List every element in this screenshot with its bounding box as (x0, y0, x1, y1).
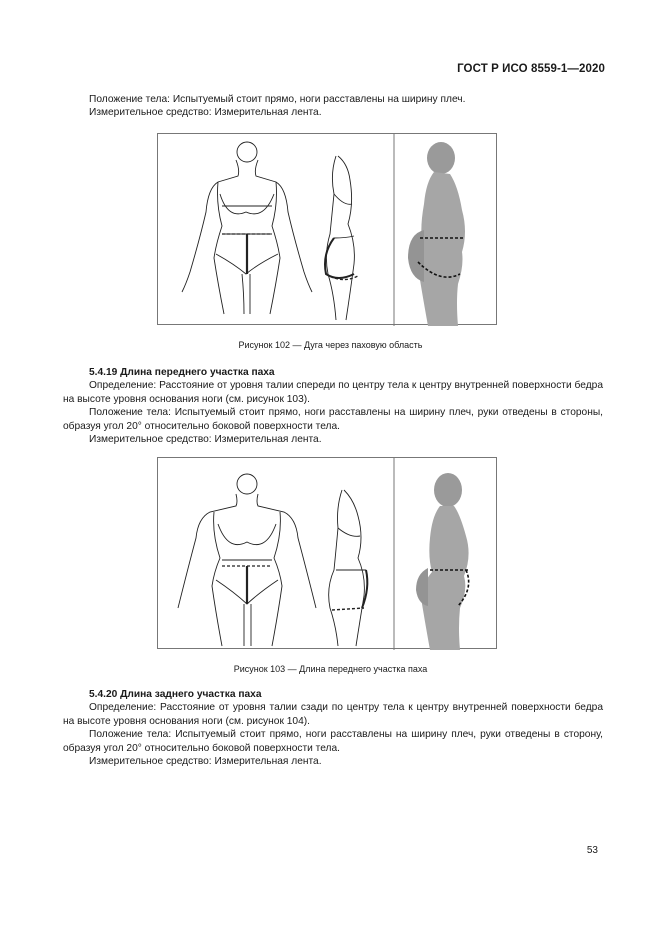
section-5-4-20-position: Положение тела: Испытуемый стоит прямо, ноги расставлены на ширину плеч, руки отведены в сторону, образуя угол 20° относительно боковой поверхности тела. (63, 729, 603, 754)
section-5-4-19-definition: Определение: Расстояние от уровня талии спереди по центру тела к центру внутренней поверхности бедра на высоте уровня основания ноги (см. рисунок 103). (63, 380, 603, 405)
page-number: 53 (586, 845, 598, 856)
scan-silhouette (416, 473, 469, 650)
measuring-tool-text: Измерительное средство: Измерительная лента. (89, 107, 322, 118)
section-5-4-19-heading: 5.4.19 Длина переднего участка паха (89, 367, 275, 378)
figure-102-illustration (158, 134, 498, 326)
figure-102 (157, 133, 497, 325)
body-position-text: Положение тела: Испытуемый стоит прямо, ноги расставлены на ширину плеч. (89, 94, 466, 105)
front-view-outline (178, 474, 316, 646)
figure-102-caption: Рисунок 102 — Дуга через паховую область (238, 340, 423, 350)
side-view-outline (329, 490, 366, 646)
section-5-4-19-tool: Измерительное средство: Измерительная лента. (89, 434, 322, 445)
section-5-4-19-position: Положение тела: Испытуемый стоит прямо, ноги расставлены на ширину плеч, руки отведены в стороны, образуя угол 20° относительно боковой поверхности тела. (63, 407, 603, 432)
figure-103-caption: Рисунок 103 — Длина переднего участка паха (233, 664, 428, 674)
figure-103 (157, 457, 497, 649)
scan-silhouette (408, 142, 465, 326)
figure-103-illustration (158, 458, 498, 650)
section-5-4-20-heading: 5.4.20 Длина заднего участка паха (89, 689, 262, 700)
section-5-4-20-tool: Измерительное средство: Измерительная лента. (89, 756, 322, 767)
side-view-outline (326, 156, 354, 320)
document-header: ГОСТ Р ИСО 8559-1—2020 (457, 63, 605, 75)
front-view-outline (182, 142, 312, 314)
section-5-4-20-definition: Определение: Расстояние от уровня талии сзади по центру тела к центру внутренней поверхности бедра на высоте уровня основания ноги (см. рисунок 104). (63, 702, 603, 727)
